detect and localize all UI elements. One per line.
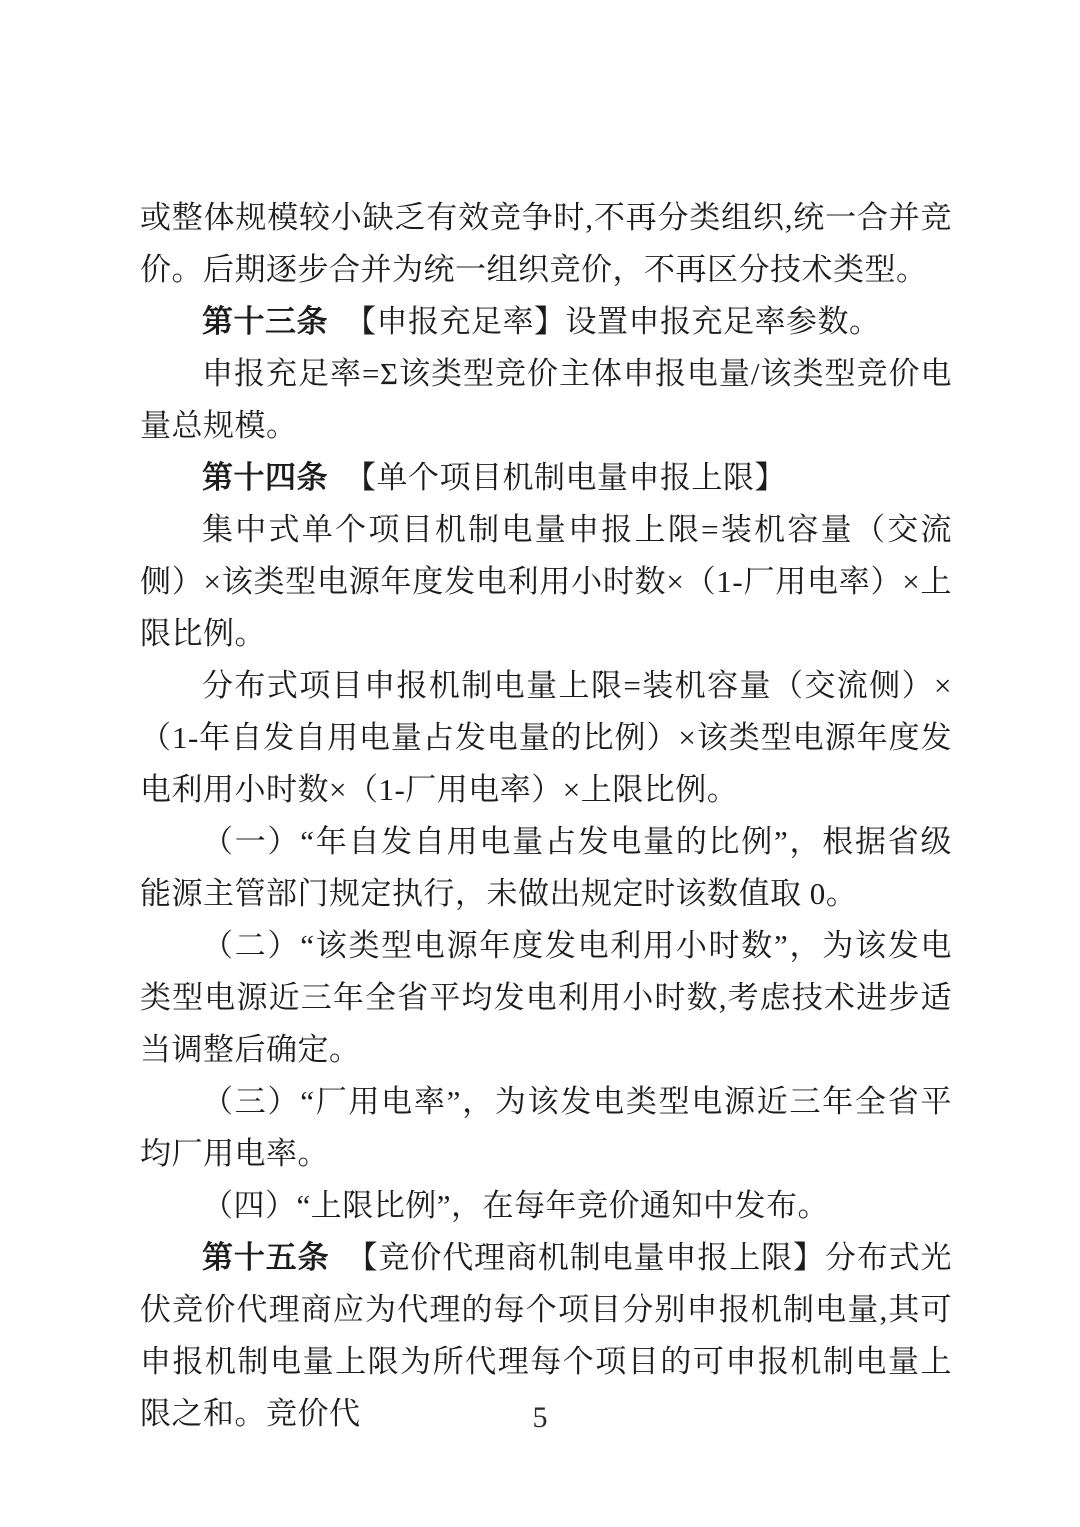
paragraph-clause-4 [140, 1180, 952, 1232]
paragraph-text: 集中式单个项目机制电量申报上限=装机容量（交流侧）×该类型电源年度发电利用小时数×（1-厂用电率）×上限比例。 [140, 512, 952, 651]
paragraph-text: （四）“上限比例”，在每年竞价通知中发布。 [202, 1188, 830, 1223]
paragraph-text: 或整体规模较小缺乏有效竞争时,不再分类组织,统一合并竞价。后期逐步合并为统一组织竞价，不再区分技术类型。 [140, 200, 952, 287]
paragraph-text: （一）“年自发自用电量占发电量的比例”，根据省级能源主管部门规定执行，未做出规定时该数值取 0。 [140, 824, 952, 911]
paragraph-formula-distributed [140, 660, 952, 816]
paragraph-clause-2 [140, 920, 952, 1076]
article-text: 【单个项目机制电量申报上限】 [345, 460, 787, 495]
paragraph-text: 申报充足率=Σ该类型竞价主体申报电量/该类型竞价电量总规模。 [140, 356, 952, 443]
page-footer [0, 1401, 1080, 1435]
paragraph-clause-3 [140, 1076, 952, 1180]
article-label: 第十四条 [202, 460, 328, 495]
article-text: 【竞价代理商机制电量申报上限】分布式光伏竞价代理商应为代理的每个项目分别申报机制电量,其可申报机制电量上限为所代理每个项目的可申报机制电量上限之和。竞价代 [140, 1240, 953, 1431]
paragraph-text: （二）“该类型电源年度发电利用小时数”，为该发电类型电源近三年全省平均发电利用小时数,考虑技术进步适当调整后确定。 [140, 928, 952, 1067]
paragraph-article-13 [140, 296, 952, 348]
paragraph-article-14 [140, 452, 952, 504]
article-label: 第十三条 [202, 304, 328, 339]
article-label: 第十五条 [202, 1240, 330, 1275]
paragraph-text: （三）“厂用电率”，为该发电类型电源近三年全省平均厂用电率。 [140, 1084, 952, 1171]
paragraph-formula-fill-rate [140, 348, 952, 452]
paragraph-clause-1 [140, 816, 952, 920]
paragraph-formula-centralized [140, 504, 952, 660]
paragraph-text: 分布式项目申报机制电量上限=装机容量（交流侧）×（1-年自发自用电量占发电量的比例）×该类型电源年度发电利用小时数×（1-厂用电率）×上限比例。 [140, 668, 952, 807]
document-body [140, 192, 952, 1440]
paragraph-continuation [140, 192, 952, 296]
article-text: 【申报充足率】设置申报充足率参数。 [345, 304, 881, 339]
page-number: 5 [532, 1401, 548, 1434]
